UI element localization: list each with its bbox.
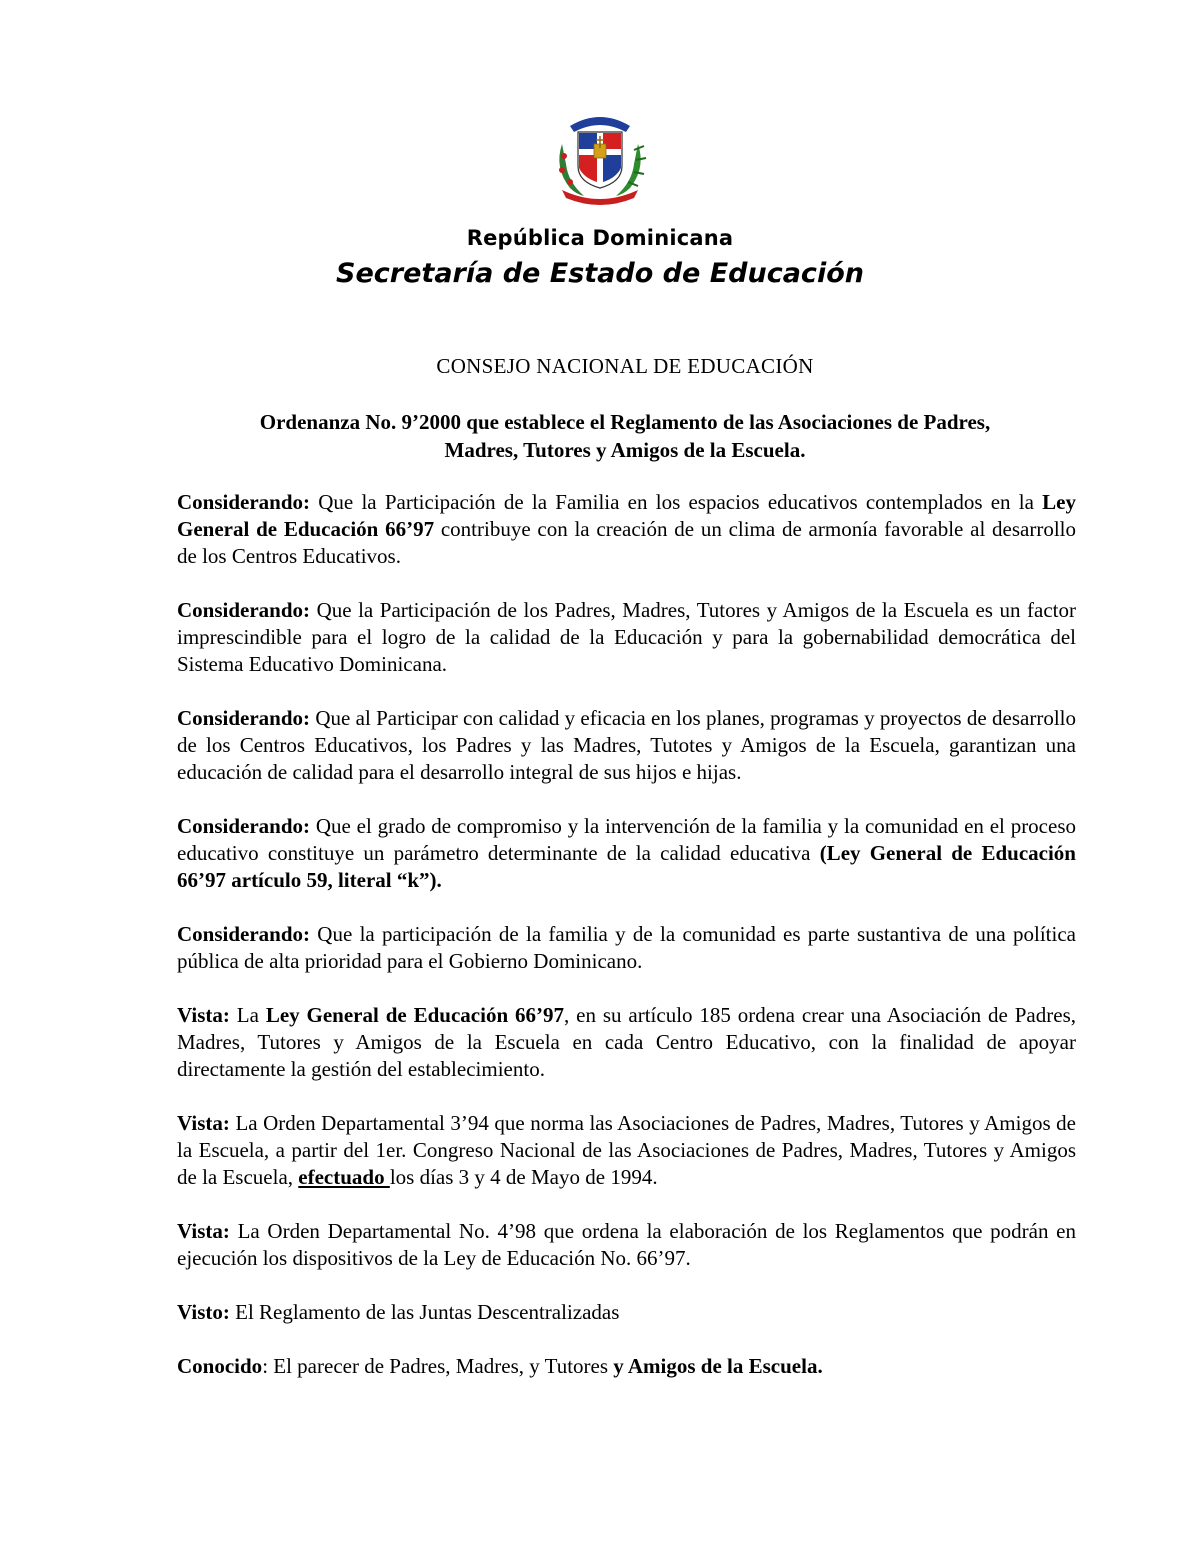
paragraph-label: Visto: [177,1300,230,1324]
paragraph-label: Considerando: [177,814,311,838]
paragraph-text: Que la Participación de la Familia en los espacios educativos contemplados en la [310,490,1043,514]
ordinance-title-line-1: Ordenanza No. 9’2000 que establece el Reglamento de las Asociaciones de Padres, [259,410,991,434]
ordinance-title [100,408,1150,464]
paragraph-text: La [229,1003,266,1027]
vista-paragraph-3 [177,1218,1076,1272]
vista-paragraph-1 [177,1002,1076,1083]
paragraph-text: Que la Participación de los Padres, Madres, Tutores y Amigos de la Escuela es un factor imprescindible para el logro de la calidad de la Educación y para la gobernabilidad democrática del Sistema Educativo Dominicana. [177,598,1076,676]
considerando-paragraph-1 [177,489,1076,570]
bottom-ribbon [562,190,638,205]
paragraph-text: El Reglamento de las Juntas Descentralizadas [229,1300,620,1324]
vista-paragraph-2 [177,1110,1076,1191]
ministry-name: Secretaría de Estado de Educación [336,258,864,289]
paragraph-label: Considerando: [177,598,311,622]
paragraph-label: Vista: [177,1219,230,1243]
paragraph-text: Que al Participar con calidad y eficacia en los planes, programas y proyectos de desarrollo de los Centros Educativos, los Padres y las Madres, Tutotes y Amigos de la Escuela, garantizan una educación de calidad para el desarrollo integral de sus hijos e hijas. [177,706,1076,784]
paragraph-text: : El parecer de Padres, Madres, y Tutores [262,1354,614,1378]
paragraph-text: Que el grado de compromiso y la intervención de la familia y la comunidad en el proceso educativo constituye un parámetro determinante de la calidad educativa [177,814,1076,865]
coat-of-arms-icon [548,104,652,208]
paragraph-text: La Orden Departamental No. 4’98 que ordena la elaboración de los Reglamentos que podrán en ejecución los dispositivos de la Ley de Educación No. 66’97. [177,1219,1076,1270]
paragraph-label: Vista: [177,1111,230,1135]
paragraph-label: Considerando: [177,706,311,730]
considerando-paragraph-3 [177,705,1076,786]
paragraph-text: los días 3 y 4 de Mayo de 1994. [389,1165,658,1189]
paragraph-label: Vista: [177,1003,230,1027]
paragraph-label: Considerando: [177,490,311,514]
paragraph-label: Conocido [177,1354,263,1378]
law-reference: Ley General de Educación 66’97 [265,1003,564,1027]
considerando-paragraph-5 [177,921,1076,975]
document-body [177,489,1076,1407]
top-ribbon [570,117,630,132]
conocido-paragraph [177,1353,1076,1380]
underlined-word: efectuado [298,1165,390,1189]
bold-phrase: y Amigos de la Escuela. [613,1354,823,1378]
visto-paragraph [177,1299,1076,1326]
law-reference: (Ley General de Educación 66’97 artículo 59, literal “k”). [177,841,1076,892]
law-reference: Ley General de Educación 66’97 [177,490,1076,541]
council-title: CONSEJO NACIONAL DE EDUCACIÓN [436,354,814,378]
paragraph-text: , en su artículo 185 ordena crear una Asociación de Padres, Madres, Tutores y Amigos de la Escuela en cada Centro Educativo, con la finalidad de apoyar directamente la gestión del establecimiento. [177,1003,1076,1081]
ordinance-title-line-2: Madres, Tutores y Amigos de la Escuela. [444,438,806,462]
paragraph-text: contribuye con la creación de un clima de armonía favorable al desarrollo de los Centros Educativos. [177,517,1077,568]
country-name: República Dominicana [466,226,734,250]
considerando-paragraph-4 [177,813,1076,894]
paragraph-text: Que la participación de la familia y de la comunidad es parte sustantiva de una política pública de alta prioridad para el Gobierno Dominicano. [177,922,1076,973]
paragraph-text: La Orden Departamental 3’94 que norma las Asociaciones de Padres, Madres, Tutores y Amigos de la Escuela, a partir del 1er. Congreso Nacional de las Asociaciones de Padres, Madres, Tutores y Amigos de la Escuela, [177,1111,1076,1189]
paragraph-label: Considerando: [177,922,311,946]
considerando-paragraph-2 [177,597,1076,678]
